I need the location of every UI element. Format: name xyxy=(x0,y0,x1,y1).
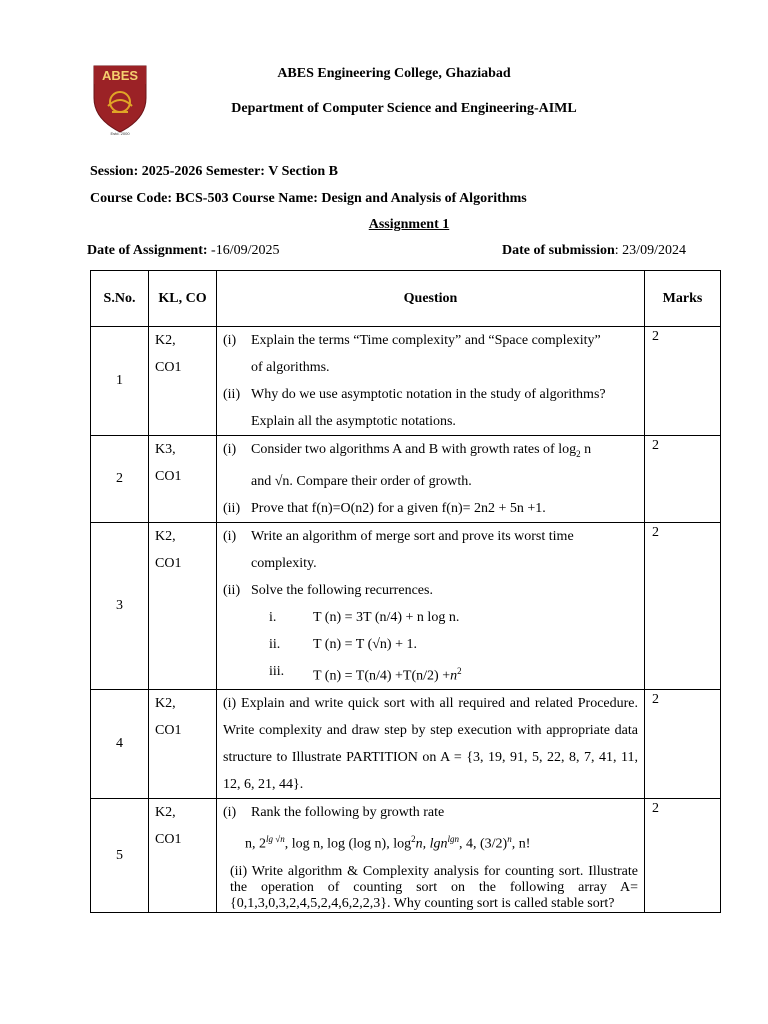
table-row xyxy=(91,799,721,913)
row-sno: 4 xyxy=(91,690,149,799)
session-info: Session: 2025-2026 Semester: V Section B xyxy=(90,164,338,179)
row-sno: 3 xyxy=(91,522,149,690)
row-kl-co: K2, CO1 xyxy=(149,522,217,690)
row-sno: 5 xyxy=(91,799,149,913)
row-question: (i) Write an algorithm of merge sort and prove its worst time complexity. (ii) Solve the following recurrences. i. T (n) = 3T (n/4) + n log n. ii. T (n) = T (√n) + 1. iii. T $(n) = T(n/4) +T(n/2) +n^2$ xyxy=(217,522,645,690)
row-marks: 2 xyxy=(645,690,721,799)
row-kl-co: K3, CO1 xyxy=(149,436,217,523)
row-marks: 2 xyxy=(645,436,721,523)
header-question: Question xyxy=(217,271,645,327)
row-marks: 2 xyxy=(645,327,721,436)
row-question: (i) Rank the following by growth rate n, $2^{lg √n}$, log n, log (log n), $\log^2n$, lgn$^{lgn}$, 4, $(3/2)^n$, n! (ii) Write algorithm & Complexity analysis for counting sort. Illustrate the operation of counting sort on the following array A= {0,1,3,0,3,2,4,5,2,4,6,2,2,3}. Why counting sort is called stable sort? xyxy=(217,799,645,913)
questions-table xyxy=(90,270,721,913)
table-row xyxy=(91,690,721,799)
department-name: Department of Computer Science and Engineering-AIML xyxy=(231,101,577,116)
row-kl-co: K2, CO1 xyxy=(149,327,217,436)
row-question: (i) Explain the terms “Time complexity” and “Space complexity” of algorithms. (ii) Why do we use asymptotic notation in the study of algorithms? Explain all the asymptotic notations. xyxy=(217,327,645,436)
row-kl-co: K2, CO1 xyxy=(149,690,217,799)
assignment-title: Assignment 1 xyxy=(368,217,450,232)
row-sno: 1 xyxy=(91,327,149,436)
header-marks: Marks xyxy=(645,271,721,327)
row-marks: 2 xyxy=(645,522,721,690)
row-question: (i) Explain and write quick sort with all required and related Procedure. Write complexity and draw step by step execution with appropriate data structure to Illustrate PARTITION on A = {3, 19, 91, 5, 22, 8, 7, 41, 11, 12, 6, 21, 44}. xyxy=(217,690,645,799)
date-of-submission: Date of submission: 23/09/2024 xyxy=(502,243,686,258)
header-kl-co: KL, CO xyxy=(149,271,217,327)
logo-text: ABES xyxy=(101,68,139,83)
table-header-row xyxy=(91,271,721,327)
row-marks: 2 xyxy=(645,799,721,913)
course-info: Course Code: BCS-503 Course Name: Design and Analysis of Algorithms xyxy=(90,191,527,206)
row-question: (i) Consider two algorithms A and B with growth rates of $\log_2 n$ and √n. Compare their order of growth. (ii) Prove that f(n)=O(n2) for a given f(n)= 2n2 + 5n +1. xyxy=(217,436,645,523)
logo-estd: Estd. 2000 xyxy=(110,131,130,136)
table-row xyxy=(91,522,721,690)
header-sno: S.No. xyxy=(91,271,149,327)
growth-rate-list: n, $2^{lg √n}$, log n, log (log n), $\log^2n$, lgn$^{lgn}$, 4, $(3/2)^n$, n! xyxy=(245,834,531,853)
table-row xyxy=(91,327,721,436)
row-sno: 2 xyxy=(91,436,149,523)
college-name: ABES Engineering College, Ghaziabad xyxy=(277,66,511,81)
date-of-assignment: Date of Assignment: -16/09/2025 xyxy=(87,243,280,258)
row-kl-co: K2, CO1 xyxy=(149,799,217,913)
table-row xyxy=(91,436,721,523)
